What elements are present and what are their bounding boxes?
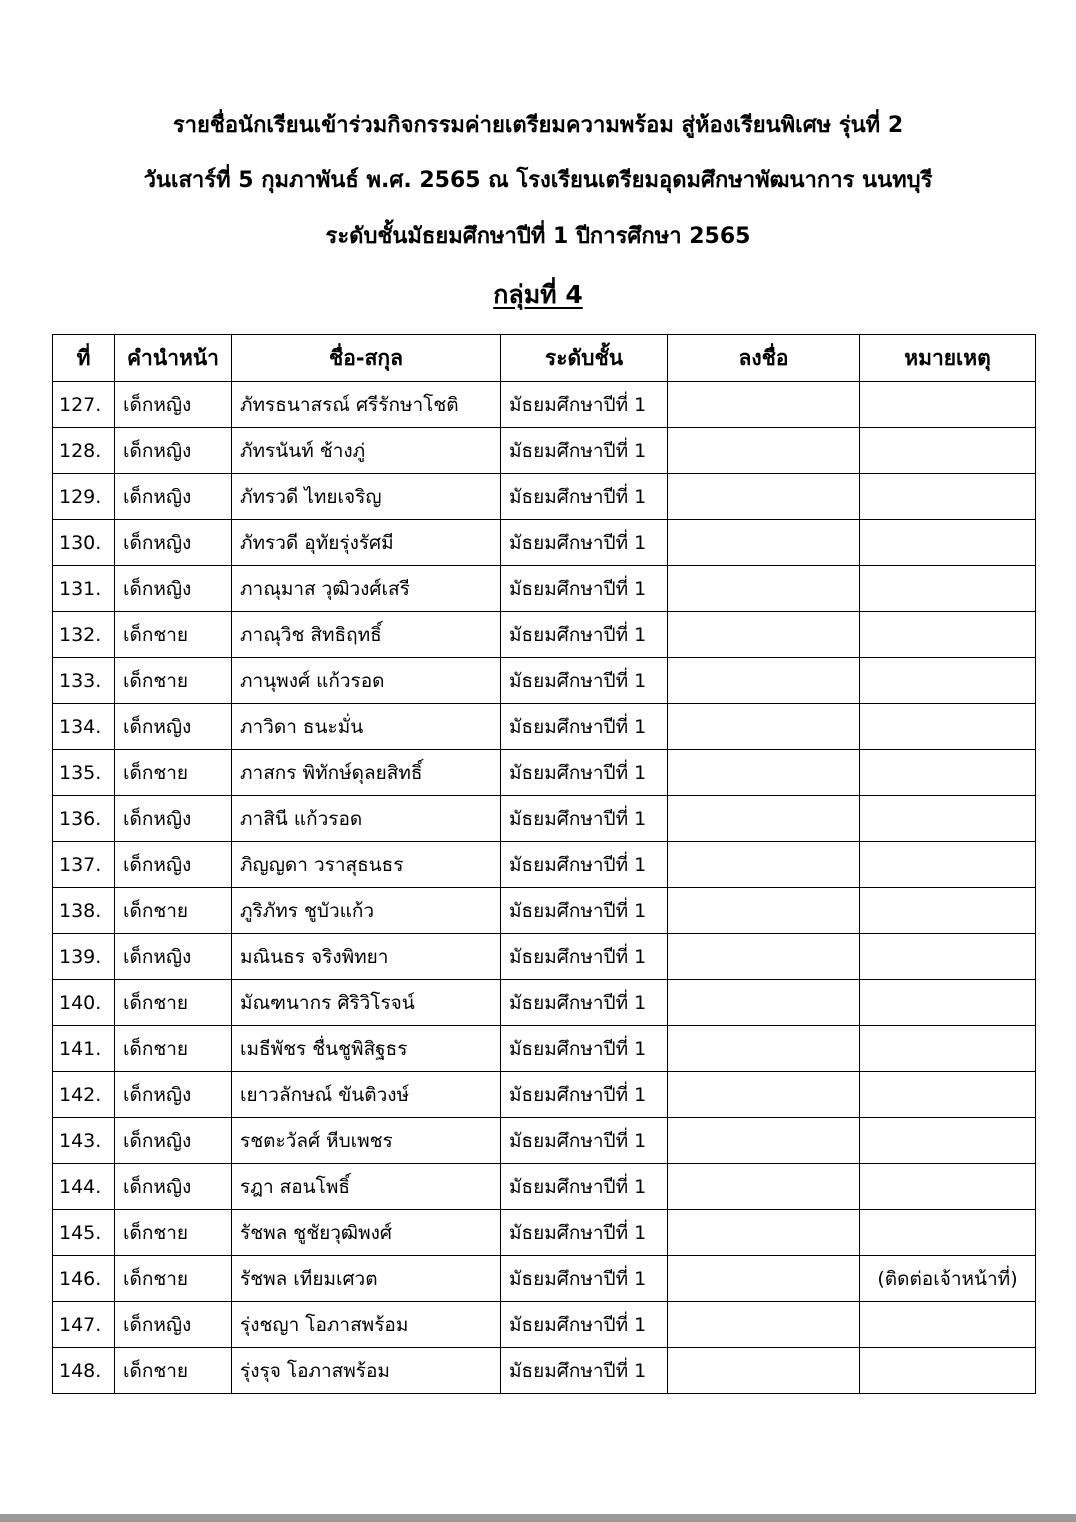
group-title: กลุ่มที่ 4	[493, 280, 583, 309]
cell-number: 143.	[53, 1118, 115, 1164]
cell-full-name: ภาณุมาส วุฒิวงศ์เสรี	[232, 566, 501, 612]
cell-full-name: รฎา สอนโพธิ์	[232, 1164, 501, 1210]
cell-full-name: มัณฑนากร ศิริวิโรจน์	[232, 980, 501, 1026]
cell-signature	[668, 1072, 860, 1118]
cell-number: 127.	[53, 382, 115, 428]
column-header-full-name: ชื่อ-สกุล	[232, 335, 501, 382]
cell-full-name: ภูริภัทร ชูบัวแก้ว	[232, 888, 501, 934]
table-body	[53, 382, 1036, 1394]
table-row	[53, 888, 1036, 934]
cell-prefix: เด็กชาย	[115, 658, 232, 704]
cell-grade-level: มัธยมศึกษาปีที่ 1	[501, 796, 668, 842]
cell-grade-level: มัธยมศึกษาปีที่ 1	[501, 934, 668, 980]
table-row	[53, 658, 1036, 704]
cell-signature	[668, 1118, 860, 1164]
cell-remark	[860, 934, 1036, 980]
cell-number: 134.	[53, 704, 115, 750]
cell-number: 138.	[53, 888, 115, 934]
cell-full-name: รุ่งรุจ โอภาสพร้อม	[232, 1348, 501, 1394]
cell-grade-level: มัธยมศึกษาปีที่ 1	[501, 474, 668, 520]
cell-prefix: เด็กหญิง	[115, 934, 232, 980]
cell-full-name: ภาณุวิช สิทธิฤทธิ์	[232, 612, 501, 658]
cell-prefix: เด็กหญิง	[115, 520, 232, 566]
cell-remark	[860, 612, 1036, 658]
cell-prefix: เด็กชาย	[115, 750, 232, 796]
cell-prefix: เด็กหญิง	[115, 1118, 232, 1164]
cell-signature	[668, 750, 860, 796]
cell-signature	[668, 566, 860, 612]
table-row	[53, 1072, 1036, 1118]
cell-number: 137.	[53, 842, 115, 888]
cell-number: 142.	[53, 1072, 115, 1118]
cell-grade-level: มัธยมศึกษาปีที่ 1	[501, 1164, 668, 1210]
cell-prefix: เด็กชาย	[115, 1210, 232, 1256]
table-row	[53, 1026, 1036, 1072]
cell-prefix: เด็กหญิง	[115, 796, 232, 842]
cell-signature	[668, 520, 860, 566]
cell-prefix: เด็กหญิง	[115, 704, 232, 750]
cell-remark	[860, 658, 1036, 704]
cell-prefix: เด็กชาย	[115, 1256, 232, 1302]
cell-full-name: รชตะวัลศ์ หีบเพชร	[232, 1118, 501, 1164]
cell-remark	[860, 1118, 1036, 1164]
column-header-signature: ลงชื่อ	[668, 335, 860, 382]
cell-number: 128.	[53, 428, 115, 474]
cell-signature	[668, 1302, 860, 1348]
page-bottom-rule	[0, 1514, 1076, 1522]
cell-remark	[860, 1302, 1036, 1348]
cell-remark: (ติดต่อเจ้าหน้าที่)	[860, 1256, 1036, 1302]
table-row	[53, 428, 1036, 474]
document-subtitle-date-venue: วันเสาร์ที่ 5 กุมภาพันธ์ พ.ศ. 2565 ณ โรงเรียนเตรียมอุดมศึกษาพัฒนาการ นนทบุรี	[143, 168, 933, 193]
cell-grade-level: มัธยมศึกษาปีที่ 1	[501, 382, 668, 428]
cell-grade-level: มัธยมศึกษาปีที่ 1	[501, 1072, 668, 1118]
cell-number: 145.	[53, 1210, 115, 1256]
cell-remark	[860, 980, 1036, 1026]
cell-number: 133.	[53, 658, 115, 704]
cell-prefix: เด็กหญิง	[115, 382, 232, 428]
cell-prefix: เด็กหญิง	[115, 474, 232, 520]
cell-number: 148.	[53, 1348, 115, 1394]
cell-number: 139.	[53, 934, 115, 980]
cell-full-name: ภาสินี แก้วรอด	[232, 796, 501, 842]
cell-signature	[668, 1164, 860, 1210]
cell-full-name: ภานุพงศ์ แก้วรอด	[232, 658, 501, 704]
cell-full-name: ภัทรนันท์ ช้างภู่	[232, 428, 501, 474]
cell-full-name: ภาวิดา ธนะมั่น	[232, 704, 501, 750]
cell-prefix: เด็กหญิง	[115, 1072, 232, 1118]
column-header-remark: หมายเหตุ	[860, 335, 1036, 382]
cell-number: 129.	[53, 474, 115, 520]
cell-remark	[860, 796, 1036, 842]
cell-full-name: ภัทรวดี อุทัยรุ่งรัศมี	[232, 520, 501, 566]
cell-signature	[668, 1210, 860, 1256]
cell-remark	[860, 1348, 1036, 1394]
cell-grade-level: มัธยมศึกษาปีที่ 1	[501, 1256, 668, 1302]
table-row	[53, 750, 1036, 796]
cell-prefix: เด็กชาย	[115, 1348, 232, 1394]
cell-full-name: เมธีพัชร ชื่นชูพิสิฐธร	[232, 1026, 501, 1072]
cell-remark	[860, 842, 1036, 888]
cell-prefix: เด็กหญิง	[115, 566, 232, 612]
cell-grade-level: มัธยมศึกษาปีที่ 1	[501, 566, 668, 612]
table-row	[53, 842, 1036, 888]
cell-full-name: ภาสกร พิทักษ์ดุลยสิทธิ์	[232, 750, 501, 796]
cell-remark	[860, 1210, 1036, 1256]
cell-number: 131.	[53, 566, 115, 612]
table-row	[53, 612, 1036, 658]
cell-remark	[860, 474, 1036, 520]
cell-number: 136.	[53, 796, 115, 842]
cell-signature	[668, 796, 860, 842]
table-row	[53, 1302, 1036, 1348]
cell-prefix: เด็กชาย	[115, 1026, 232, 1072]
column-header-grade-level: ระดับชั้น	[501, 335, 668, 382]
cell-signature	[668, 888, 860, 934]
cell-number: 144.	[53, 1164, 115, 1210]
table-header-row	[53, 335, 1036, 382]
cell-grade-level: มัธยมศึกษาปีที่ 1	[501, 520, 668, 566]
table-row	[53, 1256, 1036, 1302]
cell-grade-level: มัธยมศึกษาปีที่ 1	[501, 1348, 668, 1394]
cell-grade-level: มัธยมศึกษาปีที่ 1	[501, 1026, 668, 1072]
table-row	[53, 382, 1036, 428]
cell-prefix: เด็กชาย	[115, 612, 232, 658]
cell-signature	[668, 1348, 860, 1394]
cell-prefix: เด็กหญิง	[115, 1302, 232, 1348]
cell-number: 147.	[53, 1302, 115, 1348]
cell-grade-level: มัธยมศึกษาปีที่ 1	[501, 658, 668, 704]
table-row	[53, 474, 1036, 520]
table-row	[53, 1164, 1036, 1210]
cell-remark	[860, 704, 1036, 750]
cell-remark	[860, 1164, 1036, 1210]
cell-grade-level: มัธยมศึกษาปีที่ 1	[501, 1302, 668, 1348]
cell-full-name: รัชพล ชูชัยวุฒิพงศ์	[232, 1210, 501, 1256]
cell-remark	[860, 750, 1036, 796]
table-row	[53, 1348, 1036, 1394]
cell-remark	[860, 428, 1036, 474]
table-row	[53, 704, 1036, 750]
cell-full-name: ภัทรวดี ไทยเจริญ	[232, 474, 501, 520]
cell-remark	[860, 1072, 1036, 1118]
cell-prefix: เด็กชาย	[115, 888, 232, 934]
cell-prefix: เด็กชาย	[115, 980, 232, 1026]
cell-signature	[668, 980, 860, 1026]
document-title: รายชื่อนักเรียนเข้าร่วมกิจกรรมค่ายเตรียมความพร้อม สู่ห้องเรียนพิเศษ รุ่นที่ 2	[172, 113, 904, 138]
table-row	[53, 1118, 1036, 1164]
cell-grade-level: มัธยมศึกษาปีที่ 1	[501, 428, 668, 474]
cell-remark	[860, 566, 1036, 612]
cell-grade-level: มัธยมศึกษาปีที่ 1	[501, 750, 668, 796]
cell-signature	[668, 612, 860, 658]
cell-full-name: รุ่งชญา โอภาสพร้อม	[232, 1302, 501, 1348]
cell-full-name: มณินธร จริงพิทยา	[232, 934, 501, 980]
cell-number: 135.	[53, 750, 115, 796]
cell-number: 146.	[53, 1256, 115, 1302]
cell-full-name: รัชพล เทียมเศวต	[232, 1256, 501, 1302]
cell-number: 130.	[53, 520, 115, 566]
cell-signature	[668, 842, 860, 888]
cell-grade-level: มัธยมศึกษาปีที่ 1	[501, 612, 668, 658]
cell-signature	[668, 474, 860, 520]
cell-grade-level: มัธยมศึกษาปีที่ 1	[501, 1118, 668, 1164]
document-subtitle-grade-level: ระดับชั้นมัธยมศึกษาปีที่ 1 ปีการศึกษา 2565	[325, 224, 751, 249]
cell-full-name: เยาวลักษณ์ ขันติวงษ์	[232, 1072, 501, 1118]
cell-signature	[668, 382, 860, 428]
table-row	[53, 566, 1036, 612]
cell-signature	[668, 934, 860, 980]
cell-signature	[668, 1026, 860, 1072]
student-roster-table	[52, 334, 1036, 1394]
cell-number: 132.	[53, 612, 115, 658]
cell-remark	[860, 1026, 1036, 1072]
cell-signature	[668, 1256, 860, 1302]
table-row	[53, 1210, 1036, 1256]
table-row	[53, 520, 1036, 566]
cell-number: 140.	[53, 980, 115, 1026]
cell-grade-level: มัธยมศึกษาปีที่ 1	[501, 704, 668, 750]
table-row	[53, 980, 1036, 1026]
cell-signature	[668, 658, 860, 704]
column-header-number: ที่	[53, 335, 115, 382]
cell-prefix: เด็กหญิง	[115, 842, 232, 888]
cell-remark	[860, 520, 1036, 566]
column-header-prefix: คำนำหน้า	[115, 335, 232, 382]
cell-signature	[668, 704, 860, 750]
cell-signature	[668, 428, 860, 474]
cell-remark	[860, 382, 1036, 428]
cell-prefix: เด็กหญิง	[115, 428, 232, 474]
cell-grade-level: มัธยมศึกษาปีที่ 1	[501, 980, 668, 1026]
cell-remark	[860, 888, 1036, 934]
cell-prefix: เด็กหญิง	[115, 1164, 232, 1210]
cell-grade-level: มัธยมศึกษาปีที่ 1	[501, 888, 668, 934]
table-row	[53, 796, 1036, 842]
table-row	[53, 934, 1036, 980]
cell-number: 141.	[53, 1026, 115, 1072]
cell-full-name: ภิญญดา วราสุธนธร	[232, 842, 501, 888]
cell-grade-level: มัธยมศึกษาปีที่ 1	[501, 842, 668, 888]
cell-full-name: ภัทรธนาสรณ์ ศรีรักษาโชติ	[232, 382, 501, 428]
cell-grade-level: มัธยมศึกษาปีที่ 1	[501, 1210, 668, 1256]
